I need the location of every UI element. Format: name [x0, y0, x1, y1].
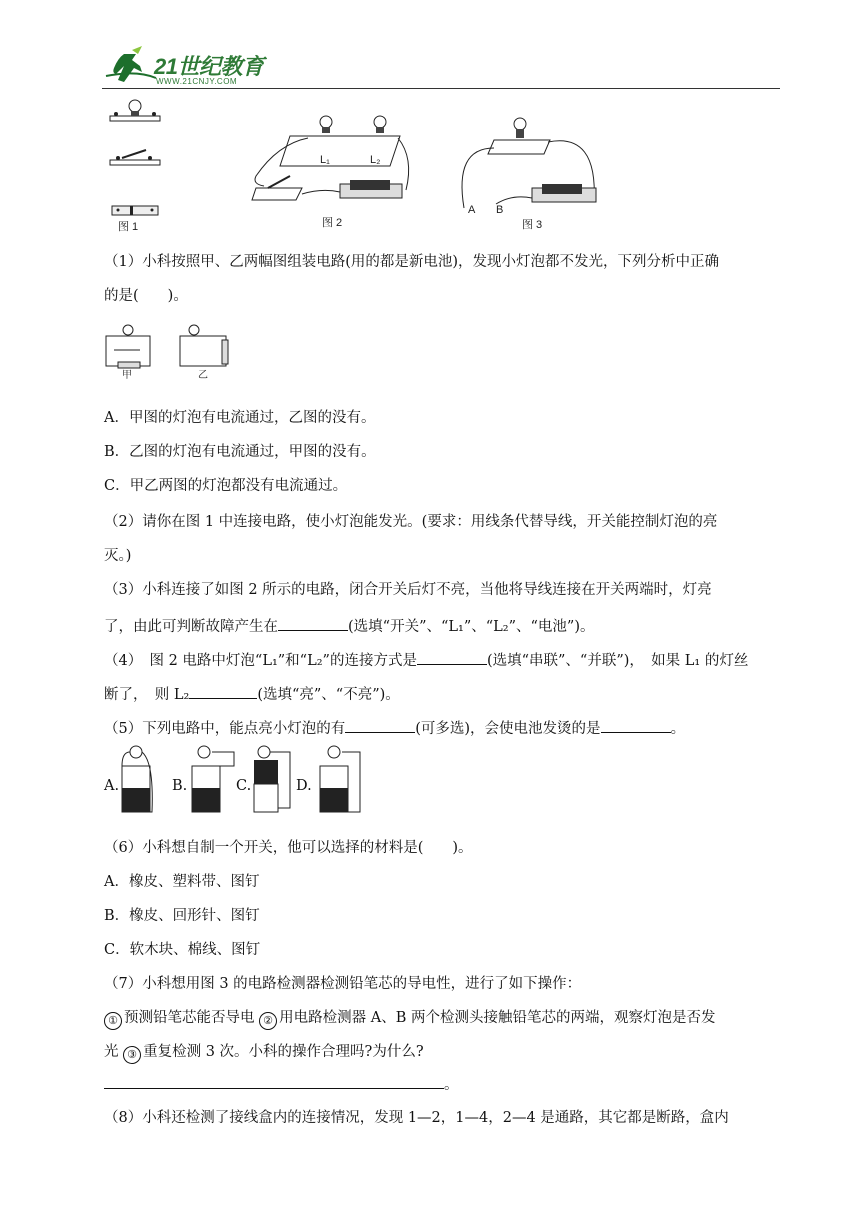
figure-3-label: 图 3 [522, 219, 543, 231]
figure-1 [108, 98, 168, 233]
q3-answer-blank[interactable] [278, 614, 348, 631]
q7-step-3-marker: ③ [123, 1046, 141, 1064]
figure-2 [250, 108, 420, 229]
q4-line-1-text-b: (选填“串联”、“并联”)， 如果 L₁ 的灯丝 [486, 653, 749, 669]
figure-jia-label: 甲 [122, 370, 132, 381]
figure-2-drawing [250, 108, 420, 208]
q5-option-a: A. [104, 778, 120, 794]
q7-step-3: 重复检测 3 次。小科的操作合理吗?为什么? [143, 1044, 424, 1060]
q3-line-2 [104, 614, 595, 637]
q4-line-2-text-b: (选填“亮”、“不亮”)。 [257, 687, 400, 703]
logo-text: 21世纪教育 [154, 54, 264, 79]
q1-option-c: C．甲乙两图的灯泡都没有电流通过。 [104, 478, 348, 494]
q4-connection-blank[interactable] [417, 648, 487, 665]
q5-line-1-text-c: 。 [670, 721, 686, 737]
q1-line-2: 的是( )。 [104, 288, 188, 304]
q7-step-2-marker: ② [259, 1012, 277, 1030]
q1-option-a: A．甲图的灯泡有电流通过，乙图的没有。 [104, 410, 376, 426]
q6-line-1: （6）小科想自制一个开关，他可以选择的材料是( )。 [104, 840, 473, 856]
figure-3-a-label: A [468, 204, 476, 216]
q7-step-1-marker: ① [104, 1012, 122, 1030]
q7-answer-end: 。 [444, 1077, 459, 1093]
q2-line-2: 灭。) [104, 548, 132, 564]
q2-line-1: （2）请你在图 1 中连接电路，使小灯泡能发光。(要求：用线条代替导线，开关能控制灯泡的亮 [104, 514, 718, 530]
q7-line-1: （7）小科想用图 3 的电路检测器检测铅笔芯的导电性，进行了如下操作： [104, 976, 582, 992]
q6-option-c: C．软木块、棉线、图钉 [104, 942, 261, 958]
q7-line-2 [104, 1008, 715, 1030]
q7-answer-line [104, 1072, 459, 1095]
q5-option-c: C. [236, 778, 252, 794]
header-rule [102, 88, 780, 89]
q7-line-3-text-a: 光 [104, 1044, 119, 1060]
q1-option-b: B．乙图的灯泡有电流通过，甲图的没有。 [104, 444, 376, 460]
logo-url: WWW.21CNJY.COM [156, 77, 238, 86]
q8-line-1: （8）小科还检测了接线盒内的连接情况，发现 1—2，1—4，2—4 是通路，其它都是断路，盒内 [104, 1110, 729, 1126]
q5-line-1-text-b: (可多选)，会使电池发烫的是 [415, 721, 601, 737]
q4-line-1 [104, 648, 748, 671]
q7-line-3 [104, 1042, 424, 1064]
q4-line-2 [104, 682, 400, 705]
figure-2-l2-label: L₂ [370, 154, 381, 166]
q5-line-1-text-a: （5）下列电路中，能点亮小灯泡的有 [104, 721, 346, 737]
figure-3-drawing [458, 112, 608, 212]
q3-line-2-text-a: 了，由此可判断故障产生在 [104, 619, 278, 635]
q5-option-d: D. [296, 778, 312, 794]
figure-3-b-label: B [496, 204, 504, 216]
figure-1-drawing [108, 98, 168, 228]
q3-line-1: （3）小科连接了如图 2 所示的电路，闭合开关后灯不亮，当他将导线连接在开关两端时，灯亮 [104, 582, 712, 598]
figure-2-l1-label: L₁ [320, 154, 330, 166]
q7-step-2: 用电路检测器 A、B 两个检测头接触铅笔芯的两端，观察灯泡是否发 [279, 1010, 716, 1026]
q7-answer-blank[interactable] [104, 1072, 444, 1089]
page-header [0, 0, 860, 92]
figure-jia-yi [104, 320, 244, 382]
q5-hot-blank[interactable] [601, 716, 671, 733]
q4-bulb-blank[interactable] [189, 682, 257, 699]
q5-light-blank[interactable] [345, 716, 415, 733]
q7-step-1: 预测铅笔芯能否导电 [124, 1010, 255, 1026]
q6-option-b: B．橡皮、回形针、图钉 [104, 908, 260, 924]
figure-3 [458, 112, 608, 231]
figure-yi-label: 乙 [198, 370, 208, 381]
figure-2-label: 图 2 [322, 217, 343, 229]
q5-line-1 [104, 716, 685, 739]
q1-line-1: （1）小科按照甲、乙两幅图组装电路(用的都是新电池)，发现小灯泡都不发光，下列分析中正确 [104, 254, 720, 270]
figure-q5-circuits [104, 744, 374, 816]
figure-1-label: 图 1 [118, 221, 139, 233]
q6-option-a: A．橡皮、塑料带、图钉 [104, 874, 260, 890]
q4-line-1-text-a: （4） 图 2 电路中灯泡“L₁”和“L₂”的连接方式是 [104, 653, 417, 669]
q3-line-2-text-b: (选填“开关”、“L₁”、“L₂”、“电池”)。 [348, 619, 595, 635]
q4-line-2-text-a: 断了， 则 L₂ [104, 687, 190, 703]
q5-option-b: B. [172, 778, 188, 794]
